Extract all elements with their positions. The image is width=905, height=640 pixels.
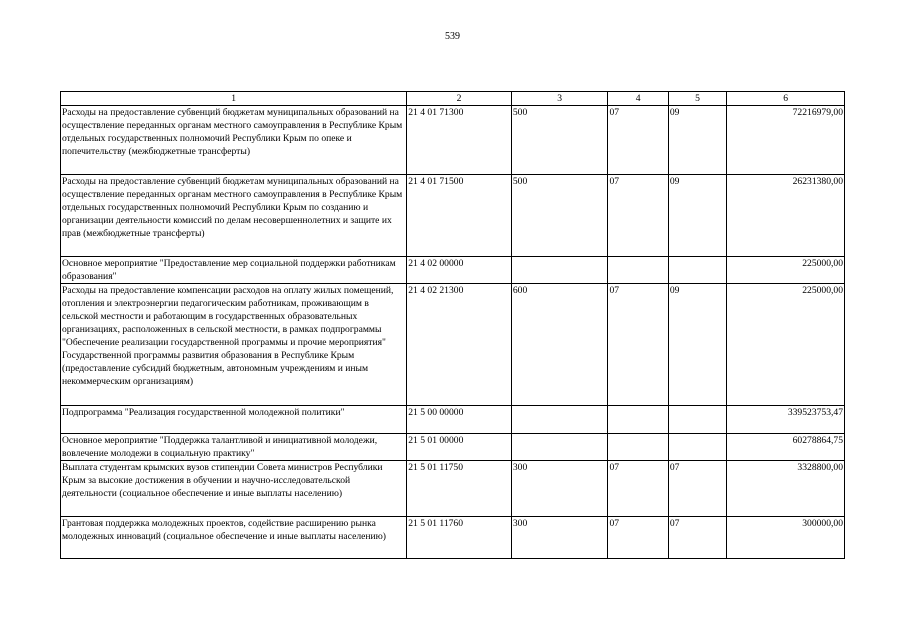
- row-description: Расходы на предоставление субвенций бюджетам муниципальных образований на осуществление переданных органам местного самоуправления в Республике Крым отдельных государственных полномочий Республики Крым по опеке и попечительству (межбюджетные трансферты): [61, 106, 407, 175]
- row-amount: 60278864,75: [727, 434, 845, 461]
- row-expense-type: [511, 257, 608, 284]
- row-subsection: [668, 257, 726, 284]
- table-header-row: [61, 92, 845, 106]
- header-cell-section: 4: [608, 92, 668, 106]
- row-expense-type: [511, 434, 608, 461]
- header-cell-amount: 6: [727, 92, 845, 106]
- row-subsection: [668, 406, 726, 434]
- row-amount: 3328800,00: [727, 461, 845, 517]
- table-row: [61, 257, 845, 284]
- table-row: [61, 517, 845, 559]
- row-section: [608, 257, 668, 284]
- row-subsection: 07: [668, 461, 726, 517]
- row-expense-type: 500: [511, 106, 608, 175]
- row-target-code: 21 5 01 11750: [407, 461, 512, 517]
- table-row: [61, 284, 845, 406]
- row-description: Основное мероприятие "Предоставление мер социальной поддержки работникам образования": [61, 257, 407, 284]
- budget-table: [60, 91, 845, 559]
- row-expense-type: [511, 406, 608, 434]
- row-section: [608, 434, 668, 461]
- header-cell-expense-type: 3: [511, 92, 608, 106]
- row-target-code: 21 5 01 11760: [407, 517, 512, 559]
- table-row: [61, 175, 845, 257]
- header-cell-subsection: 5: [668, 92, 726, 106]
- table-row: [61, 434, 845, 461]
- row-section: 07: [608, 517, 668, 559]
- row-section: [608, 406, 668, 434]
- row-expense-type: 300: [511, 517, 608, 559]
- row-target-code: 21 4 01 71500: [407, 175, 512, 257]
- row-expense-type: 600: [511, 284, 608, 406]
- row-amount: 300000,00: [727, 517, 845, 559]
- row-description: Грантовая поддержка молодежных проектов, содействие расширению рынка молодежных инноваций (социальное обеспечение и иные выплаты населению): [61, 517, 407, 559]
- row-target-code: 21 5 00 00000: [407, 406, 512, 434]
- table-row: [61, 461, 845, 517]
- table-row: [61, 406, 845, 434]
- row-section: 07: [608, 284, 668, 406]
- row-subsection: 09: [668, 175, 726, 257]
- row-expense-type: 500: [511, 175, 608, 257]
- table-row: [61, 106, 845, 175]
- row-amount: 339523753,47: [727, 406, 845, 434]
- row-description: Выплата студентам крымских вузов стипендии Совета министров Республики Крым за высокие достижения в обучении и научно-исследовательской деятельности (социальное обеспечение и иные выплаты населению): [61, 461, 407, 517]
- row-target-code: 21 4 01 71300: [407, 106, 512, 175]
- row-subsection: 09: [668, 284, 726, 406]
- row-description: Основное мероприятие "Поддержка талантливой и инициативной молодежи, вовлечение молодежи в социальную практику": [61, 434, 407, 461]
- header-cell-description: 1: [61, 92, 407, 106]
- row-section: 07: [608, 106, 668, 175]
- row-amount: 225000,00: [727, 257, 845, 284]
- row-target-code: 21 4 02 21300: [407, 284, 512, 406]
- row-amount: 26231380,00: [727, 175, 845, 257]
- row-description: Подпрограмма "Реализация государственной молодежной политики": [61, 406, 407, 434]
- page-number: 539: [445, 31, 460, 42]
- row-expense-type: 300: [511, 461, 608, 517]
- row-section: 07: [608, 461, 668, 517]
- row-description: Расходы на предоставление субвенций бюджетам муниципальных образований на осуществление переданных органам местного самоуправления в Республике Крым отдельных государственных полномочий Республики Крым по созданию и организации деятельности комиссий по делам несовершеннолетних и защите их прав (межбюджетные трансферты): [61, 175, 407, 257]
- row-amount: 225000,00: [727, 284, 845, 406]
- row-target-code: 21 4 02 00000: [407, 257, 512, 284]
- row-amount: 72216979,00: [727, 106, 845, 175]
- row-subsection: 09: [668, 106, 726, 175]
- row-target-code: 21 5 01 00000: [407, 434, 512, 461]
- row-description: Расходы на предоставление компенсации расходов на оплату жилых помещений, отопления и электроэнергии педагогическим работникам, проживающим в сельской местности и работающим в государственных образовательных организациях, расположенных в сельской местности, в рамках подпрограммы "Обеспечение реализации государственной программы и прочие мероприятия" Государственной программы развития образования в Республике Крым (предоставление субсидий бюджетным, автономным учреждениям и иным некоммерческим организациям): [61, 284, 407, 406]
- row-subsection: 07: [668, 517, 726, 559]
- row-subsection: [668, 434, 726, 461]
- row-section: 07: [608, 175, 668, 257]
- header-cell-target-code: 2: [407, 92, 512, 106]
